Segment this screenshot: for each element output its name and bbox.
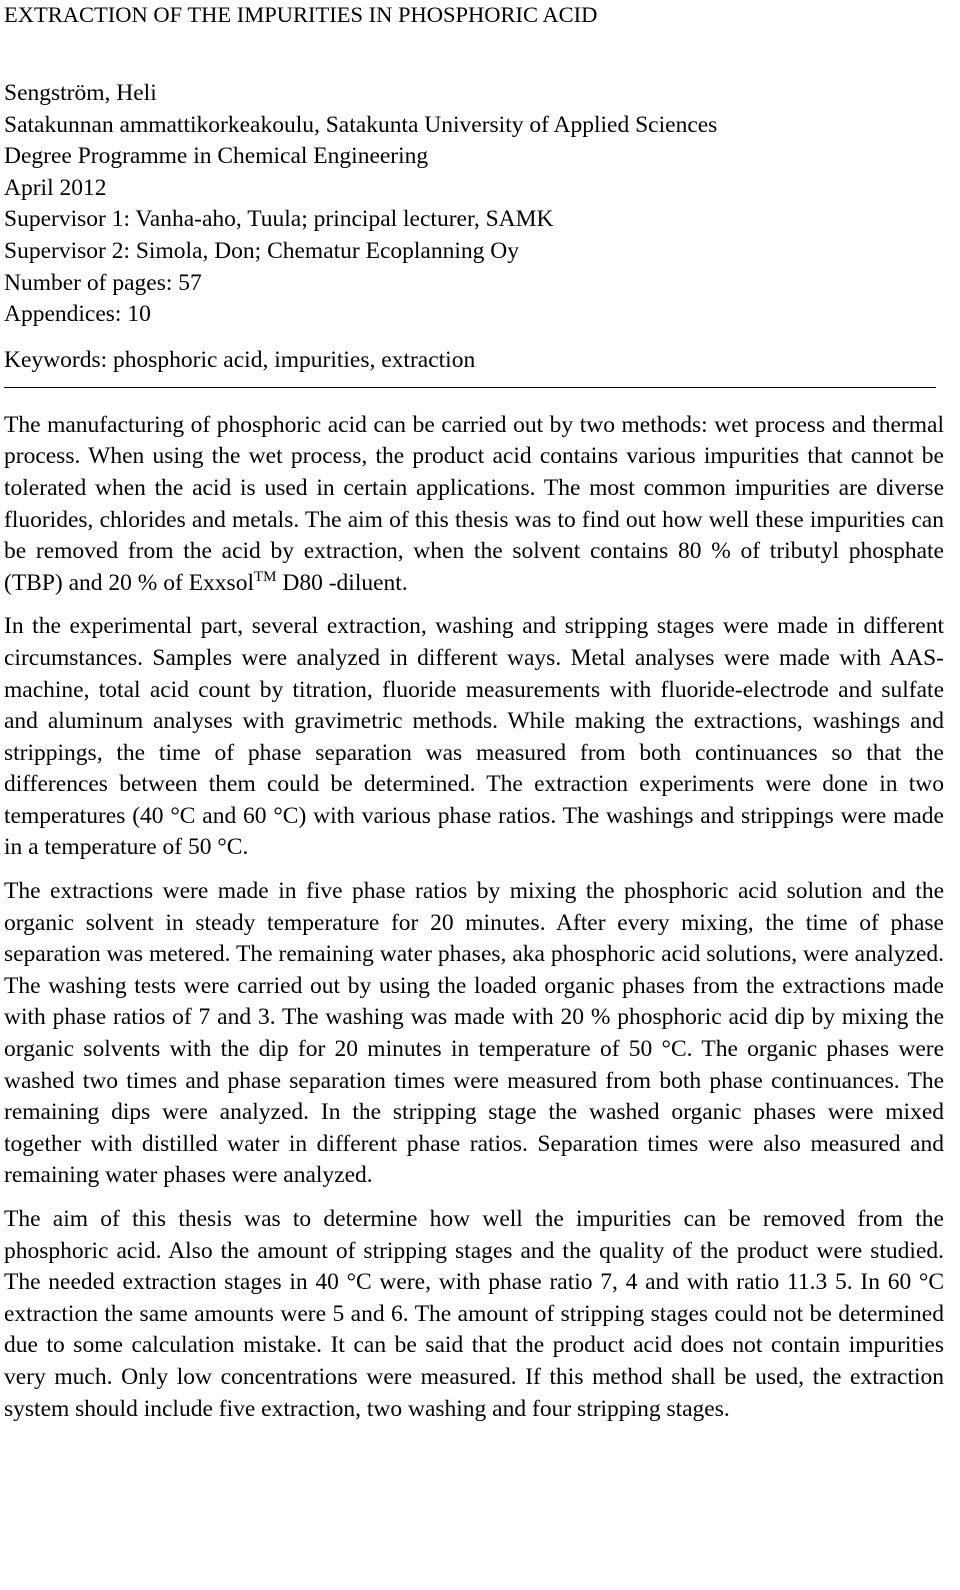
paragraph-1-tail: D80 -diluent. <box>276 569 408 596</box>
document-page <box>4 0 944 1437</box>
institution-line: Satakunnan ammattikorkeakoulu, Satakunta University of Applied Sciences <box>4 111 718 138</box>
abstract-paragraph-1 <box>4 410 944 600</box>
abstract-paragraph-3: The extractions were made in five phase ratios by mixing the phosphoric acid solution and the organic solvent in steady temperature for 20 minutes. After every mixing, the time of phase separation was metered. The remaining water phases, aka phosphoric acid solutions, were analyzed. The washing tests were carried out by using the loaded organic phases from the extractions made with phase ratios of 7 and 3. The washing was made with 20 % phosphoric acid dip by mixing the organic solvents with the dip for 20 minutes in temperature of 50 °C. The organic phases were washed two times and phase separation times were measured from both phase continuances. The remaining dips were analyzed. In the stripping stage the washed organic phases were mixed together with distilled water in different phase ratios. Separation times were also measured and remaining water phases were analyzed. <box>4 878 944 1189</box>
abstract-paragraph-2: In the experimental part, several extraction, washing and stripping stages were made in different circumstances. Samples were analyzed in different ways. Metal analyses were made with AAS-machine, total acid count by titration, fluoride measurements with fluoride-electrode and sulfate and aluminum analyses with gravimetric methods. While making the extractions, washings and strippings, the time of phase separation was measured from both continuances so that the differences between them could be determined. The extraction experiments were done in two temperatures (40 °C and 60 °C) with various phase ratios. The washings and strippings were made in a temperature of 50 °C. <box>4 613 944 861</box>
abstract-body <box>4 410 944 1425</box>
trademark-superscript: TM <box>254 568 277 585</box>
separator-rule <box>4 387 936 388</box>
document-title: EXTRACTION OF THE IMPURITIES IN PHOSPHORIC ACID <box>4 2 598 27</box>
supervisor-1-line: Supervisor 1: Vanha-aho, Tuula; principal lecturer, SAMK <box>4 206 554 233</box>
supervisor-2-line: Supervisor 2: Simola, Don; Chematur Ecoplanning Oy <box>4 237 519 264</box>
page-count-line: Number of pages: 57 <box>4 269 202 296</box>
paragraph-1-text: The manufacturing of phosphoric acid can be carried out by two methods: wet process and thermal process. When using the wet process, the product acid contains various impurities that cannot be tolerated when the acid is used in certain applications. The most common impurities are diverse fluorides, chlorides and metals. The aim of this thesis was to find out how well these impurities can be removed from the acid by extraction, when the solvent contains 80 % of tributyl phosphate (TBP) and 20 % of Exxsol <box>4 411 944 596</box>
appendices-line: Appendices: 10 <box>4 301 151 328</box>
date-line: April 2012 <box>4 174 107 201</box>
degree-programme-line: Degree Programme in Chemical Engineering <box>4 143 429 170</box>
thesis-metadata <box>4 78 944 331</box>
abstract-paragraph-4: The aim of this thesis was to determine how well the impurities can be removed from the phosphoric acid. Also the amount of stripping stages and the quality of the product were studied. The needed extraction stages in 40 °C were, with phase ratio 7, 4 and with ratio 11.3 5. In 60 °C extraction the same amounts were 5 and 6. The amount of stripping stages could not be determined due to some calculation mistake. It can be said that the product acid does not contain impurities very much. Only low concentrations were measured. If this method shall be used, the extraction system should include five extraction, two washing and four stripping stages. <box>4 1206 944 1422</box>
keywords-line: Keywords: phosphoric acid, impurities, extraction <box>4 346 476 373</box>
author-line: Sengström, Heli <box>4 80 157 106</box>
